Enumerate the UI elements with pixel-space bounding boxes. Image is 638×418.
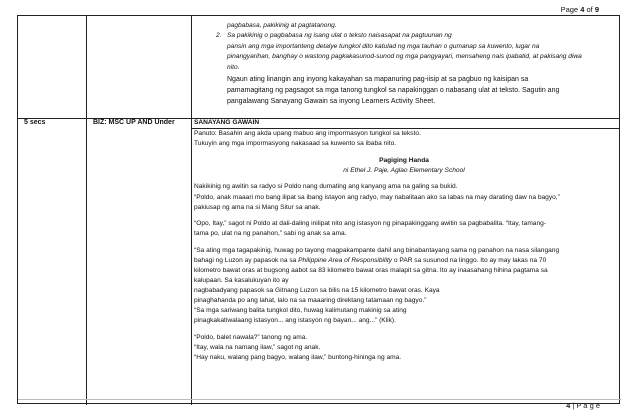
column-divider (191, 16, 192, 405)
story-author: ni Ethel J. Paje, Aglao Elementary School (343, 167, 465, 174)
footer-rule (18, 399, 621, 400)
story-paragraph: nagbabadyang papasok sa Gitnang Luzon sa bilis na 15 kilometro bawat oras. Kaya (194, 287, 440, 294)
list-number: 2. (216, 32, 222, 39)
column-divider (86, 16, 87, 405)
story-text: bahagi ng Luzon ay papasok na sa (194, 257, 299, 264)
list-item-text: pansin ang mga importanteng detalye tungkol dito katulad ng mga tauhan o gumanap sa kuwento, lugar na (227, 42, 540, 50)
story-paragraph: “Poldo, anak maaari mo bang ilipat sa ibang istayon ang radyo, may nabalitaan ako sa labas na may darating daw na bagyo,” (194, 194, 560, 201)
activity-title: SANAYANG GAWAIN (194, 119, 260, 126)
story-paragraph: Nakikinig ng awitin sa radyo si Poldo nang dumating ang kanyang ama na galing sa bukid. (194, 183, 458, 190)
footer-page-number: 4 (566, 401, 571, 410)
list-item-text: pinangyarihan, banghay o wastong pagkakasunod-sunod ng mga pangyayari, mensaheng nais ipabatid, at pakisang diwa (227, 53, 582, 60)
biz-label: BIZ: MSC UP AND Under (93, 119, 175, 126)
story-paragraph: kalupaan. Sa kasalukuyan ito ay (194, 277, 289, 284)
story-paragraph: pakiusap ng ama na si Mang Situr sa anak. (194, 204, 321, 211)
page-footer (566, 401, 600, 410)
story-text-italic: Philippine Area of Responsibility (298, 257, 393, 264)
instruction-paragraph: pamamagitang ng pagsagot sa mga tanong tungkol sa napakinggan o nabasang ulat at teksto. Sagutin ang (227, 87, 560, 94)
story-paragraph: “Sa ating mga tagapakinig, huwag po tayong magpakampante dahil ang binabantayang sama ng panahon na nasa silangang (194, 247, 560, 254)
instruction-paragraph: Ngaun ating linangin ang inyong kakayahan sa mapanuring pag-iisip at sa pagbuo ng kaisipan sa (227, 76, 529, 83)
story-paragraph: “Hay naku, walang pang bagyo, walang ilaw,” buntong-hininga ng ama. (194, 354, 402, 361)
story-title: Pagiging Handa (379, 157, 429, 164)
story-paragraph: “Itay, wala na namang ilaw,” sagot ng anak. (194, 344, 321, 351)
footer-page-label: P a g e (576, 401, 600, 410)
story-paragraph: “Opo, Itay,” sagot ni Poldo at dali-daling inilipat nito ang istasyon ng pinapakinggang awitin sa pagbabalita. “Itay, tamang- (194, 220, 547, 227)
total-pages: 9 (594, 5, 599, 14)
list-item-text: nito. (227, 63, 240, 71)
story-paragraph: kilometro bawat oras at bugsong aabot sa 83 kilometro bawat oras malapit sa gitna. Ito ay inaasahang hihina pagtama sa (194, 267, 548, 274)
of-label: of (586, 5, 593, 14)
story-paragraph: tama po, ulat na ng panahon,” sabi ng anak sa ama. (194, 230, 347, 237)
page-header (561, 5, 599, 14)
top-content-cell (194, 16, 619, 118)
story-paragraph: pinaghahanda po ang lahat, lalo na sa maaaring direktang tatamaan ng bagyo.” (194, 297, 427, 304)
page-number: 4 (580, 5, 585, 14)
story-text: o PAR sa susunod na linggo. Ito ay may lakas na 70 (392, 257, 547, 264)
list-item-continuation: pagbabasa, pakikinig at pagtatanong. (227, 22, 337, 29)
page-label: Page (560, 5, 579, 14)
list-item-text: Sa pakikinig o pagbabasa ng isang ulat o teksto naisasapat na pagtuunan ng (227, 32, 452, 39)
story-paragraph: “Sa mga sariwang balita tungkol dito, huwag kalimutang makinig sa ating (194, 307, 407, 314)
lesson-table (17, 15, 620, 404)
instructions: Panuto: Basahin ang akda upang mabuo ang impormasyon tungkol sa teksto. (194, 130, 421, 137)
instruction-paragraph: pangalawang Sanayang Gawain sa inyong Learners Activity Sheet. (227, 98, 436, 105)
story-paragraph: “Poldo, balet nawala?” tanong ng ama. (194, 334, 308, 341)
activity-cell (194, 118, 619, 404)
story-paragraph (194, 256, 546, 266)
footer-separator: | (570, 401, 577, 410)
story-paragraph: pinagkakatiwalaang istasyon... ang istasyon ng bayan... ang...” (Klik). (194, 317, 396, 324)
instructions: Tukuyin ang mga impormasyong nakasaad sa kuwento sa ibaba nito. (194, 140, 397, 147)
time-allotment: 5 secs (24, 119, 46, 126)
